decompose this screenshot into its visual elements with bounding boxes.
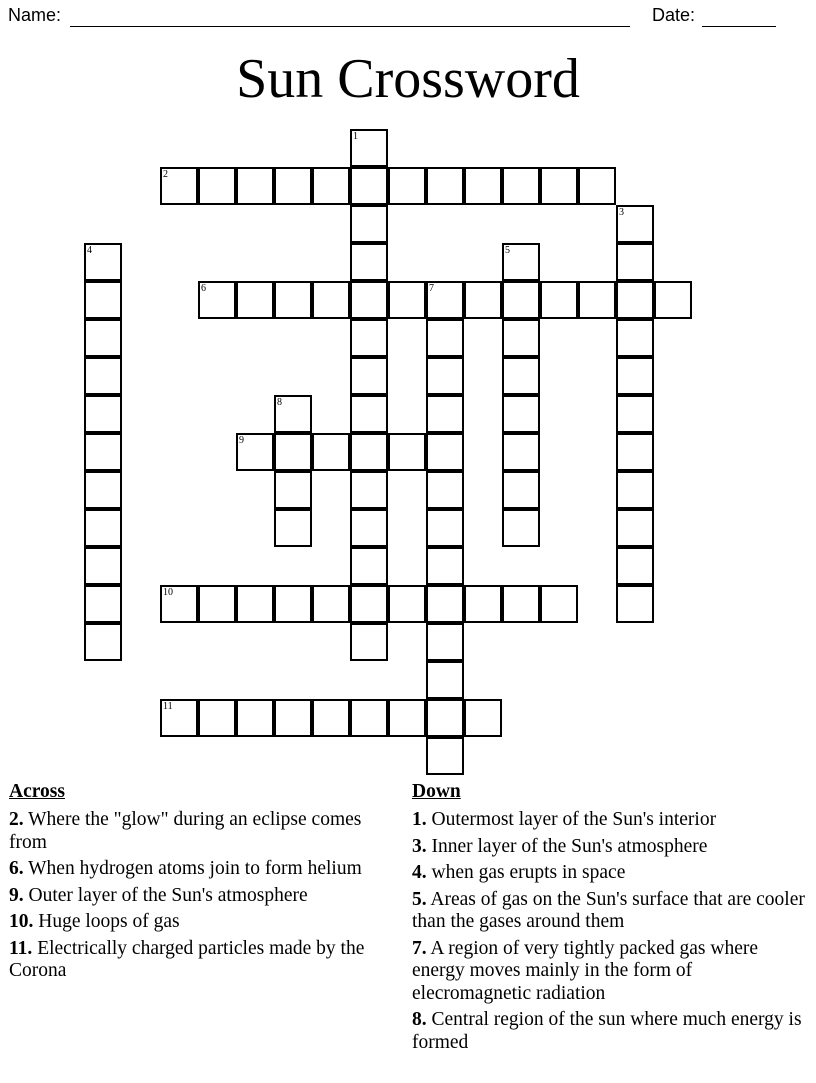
grid-cell[interactable] xyxy=(616,205,654,243)
clue-text: Areas of gas on the Sun's surface that are cooler than the gases around them xyxy=(412,888,805,932)
grid-cell[interactable] xyxy=(464,585,502,623)
grid-cell[interactable] xyxy=(464,281,502,319)
grid-cell[interactable] xyxy=(616,395,654,433)
grid-cell[interactable] xyxy=(540,585,578,623)
grid-cell[interactable] xyxy=(198,281,236,319)
grid-cell[interactable] xyxy=(502,243,540,281)
clue-text: Outermost layer of the Sun's interior xyxy=(426,809,717,830)
cell-number: 10 xyxy=(163,587,173,598)
grid-cell[interactable] xyxy=(502,357,540,395)
grid-cell[interactable] xyxy=(388,699,426,737)
grid-cell[interactable] xyxy=(426,281,464,319)
clue-number: 3. xyxy=(412,835,427,857)
grid-cell[interactable] xyxy=(160,167,198,205)
across-heading: Across xyxy=(9,781,65,802)
grid-cell[interactable] xyxy=(350,471,388,509)
cell-number: 9 xyxy=(239,435,244,446)
grid-cell[interactable] xyxy=(350,623,388,661)
grid-cell[interactable] xyxy=(616,585,654,623)
grid-cell[interactable] xyxy=(502,585,540,623)
grid-cell[interactable] xyxy=(350,319,388,357)
clue-down-3 xyxy=(412,836,812,859)
across-clues xyxy=(9,780,394,987)
clue-number: 9. xyxy=(9,884,24,906)
grid-cell[interactable] xyxy=(198,167,236,205)
grid-cell[interactable] xyxy=(350,433,388,471)
grid-cell[interactable] xyxy=(236,167,274,205)
grid-cell[interactable] xyxy=(84,395,122,433)
grid-cell[interactable] xyxy=(388,585,426,623)
clue-text: when gas erupts in space xyxy=(426,862,626,883)
clue-number: 4. xyxy=(412,862,427,883)
clue-across-6 xyxy=(9,858,394,881)
grid-cell[interactable] xyxy=(274,699,312,737)
cell-number: 6 xyxy=(201,283,206,294)
grid-cell[interactable] xyxy=(84,281,122,319)
name-label: Name: xyxy=(8,5,62,25)
cell-number: 8 xyxy=(277,397,282,408)
grid-cell[interactable] xyxy=(540,167,578,205)
clue-text: Central region of the sun where much energy is formed xyxy=(412,1009,802,1053)
cell-number: 5 xyxy=(505,245,510,256)
grid-cell[interactable] xyxy=(388,281,426,319)
grid-cell[interactable] xyxy=(388,433,426,471)
clue-down-8 xyxy=(412,1009,812,1054)
grid-cell[interactable] xyxy=(274,433,312,471)
grid-cell[interactable] xyxy=(616,243,654,281)
grid-cell[interactable] xyxy=(616,547,654,585)
grid-cell[interactable] xyxy=(312,167,350,205)
grid-cell[interactable] xyxy=(426,661,464,699)
clue-text: Electrically charged particles made by the Corona xyxy=(9,937,365,981)
grid-cell[interactable] xyxy=(312,433,350,471)
clue-down-5 xyxy=(412,889,812,934)
clue-number: 1. xyxy=(412,809,427,830)
grid-cell[interactable] xyxy=(502,281,540,319)
page-title: Sun Crossword xyxy=(236,48,580,110)
grid-cell[interactable] xyxy=(426,509,464,547)
grid-cell[interactable] xyxy=(502,471,540,509)
grid-cell[interactable] xyxy=(198,585,236,623)
clue-number: 11. xyxy=(9,937,33,959)
clue-text: Huge loops of gas xyxy=(33,911,180,932)
clue-number: 10. xyxy=(9,911,34,932)
grid-cell[interactable] xyxy=(84,585,122,623)
grid-cell[interactable] xyxy=(312,585,350,623)
clue-number: 7. xyxy=(412,937,427,959)
grid-cell[interactable] xyxy=(426,433,464,471)
grid-cell[interactable] xyxy=(350,699,388,737)
grid-cell[interactable] xyxy=(578,281,616,319)
grid-cell[interactable] xyxy=(654,281,692,319)
grid-cell[interactable] xyxy=(236,281,274,319)
grid-cell[interactable] xyxy=(84,243,122,281)
down-heading: Down xyxy=(412,781,461,802)
clue-number: 5. xyxy=(412,888,427,910)
down-clues xyxy=(412,780,812,1058)
grid-cell[interactable] xyxy=(84,319,122,357)
clue-text: Outer layer of the Sun's atmosphere xyxy=(23,884,308,906)
grid-cell[interactable] xyxy=(198,699,236,737)
clue-down-7 xyxy=(412,938,812,1006)
grid-cell[interactable] xyxy=(312,699,350,737)
clue-number: 6. xyxy=(9,858,24,879)
cell-number: 11 xyxy=(163,701,173,712)
grid-cell[interactable] xyxy=(616,433,654,471)
grid-cell[interactable] xyxy=(502,395,540,433)
grid-cell[interactable] xyxy=(160,699,198,737)
grid-cell[interactable] xyxy=(350,205,388,243)
clue-number: 2. xyxy=(9,809,24,830)
grid-cell[interactable] xyxy=(426,471,464,509)
clue-across-2 xyxy=(9,809,394,854)
grid-cell[interactable] xyxy=(616,509,654,547)
grid-cell[interactable] xyxy=(84,509,122,547)
grid-cell[interactable] xyxy=(426,547,464,585)
grid-cell[interactable] xyxy=(350,281,388,319)
grid-cell[interactable] xyxy=(236,699,274,737)
grid-cell[interactable] xyxy=(426,623,464,661)
date-label: Date: xyxy=(652,5,696,25)
cell-number: 7 xyxy=(429,283,434,294)
grid-cell[interactable] xyxy=(616,357,654,395)
clue-text: Where the "glow" during an eclipse comes from xyxy=(9,809,362,853)
grid-cell[interactable] xyxy=(502,433,540,471)
grid-cell[interactable] xyxy=(274,585,312,623)
clue-across-10 xyxy=(9,911,394,934)
clue-text: When hydrogen atoms join to form helium xyxy=(23,858,362,879)
grid-cell[interactable] xyxy=(350,509,388,547)
grid-cell[interactable] xyxy=(350,547,388,585)
grid-cell[interactable] xyxy=(236,585,274,623)
grid-cell[interactable] xyxy=(84,547,122,585)
grid-cell[interactable] xyxy=(616,281,654,319)
grid-cell[interactable] xyxy=(274,167,312,205)
grid-cell[interactable] xyxy=(274,509,312,547)
grid-cell[interactable] xyxy=(502,167,540,205)
grid-cell[interactable] xyxy=(426,699,464,737)
grid-cell[interactable] xyxy=(502,319,540,357)
grid-cell[interactable] xyxy=(616,319,654,357)
grid-cell[interactable] xyxy=(274,471,312,509)
clue-text: Inner layer of the Sun's atmosphere xyxy=(426,835,708,857)
clue-across-11 xyxy=(9,938,394,983)
grid-cell[interactable] xyxy=(350,129,388,167)
cell-number: 4 xyxy=(87,245,92,256)
grid-cell[interactable] xyxy=(426,737,464,775)
cell-number: 1 xyxy=(353,131,358,142)
grid-cell[interactable] xyxy=(426,319,464,357)
grid-cell[interactable] xyxy=(160,585,198,623)
clue-across-9 xyxy=(9,885,394,908)
grid-cell[interactable] xyxy=(84,471,122,509)
grid-cell[interactable] xyxy=(502,509,540,547)
grid-cell[interactable] xyxy=(426,395,464,433)
grid-cell[interactable] xyxy=(426,167,464,205)
grid-cell[interactable] xyxy=(274,395,312,433)
grid-cell[interactable] xyxy=(350,395,388,433)
clue-number: 8. xyxy=(412,1009,427,1030)
grid-cell[interactable] xyxy=(464,699,502,737)
grid-cell[interactable] xyxy=(540,281,578,319)
grid-cell[interactable] xyxy=(274,281,312,319)
grid-cell[interactable] xyxy=(84,623,122,661)
grid-cell[interactable] xyxy=(350,167,388,205)
clue-text: A region of very tightly packed gas where energy moves mainly in the form of elecromagnetic radiation xyxy=(412,937,759,1004)
grid-cell[interactable] xyxy=(312,281,350,319)
clue-down-4 xyxy=(412,862,812,885)
grid-cell[interactable] xyxy=(350,585,388,623)
cell-number: 2 xyxy=(163,169,168,180)
grid-cell[interactable] xyxy=(236,433,274,471)
clue-down-1 xyxy=(412,809,812,832)
grid-cell[interactable] xyxy=(578,167,616,205)
grid-cell[interactable] xyxy=(350,357,388,395)
grid-cell[interactable] xyxy=(350,243,388,281)
grid-cell[interactable] xyxy=(464,167,502,205)
grid-cell[interactable] xyxy=(84,357,122,395)
grid-cell[interactable] xyxy=(388,167,426,205)
cell-number: 3 xyxy=(619,207,624,218)
grid-cell[interactable] xyxy=(84,433,122,471)
grid-cell[interactable] xyxy=(616,471,654,509)
grid-cell[interactable] xyxy=(426,357,464,395)
grid-cell[interactable] xyxy=(426,585,464,623)
